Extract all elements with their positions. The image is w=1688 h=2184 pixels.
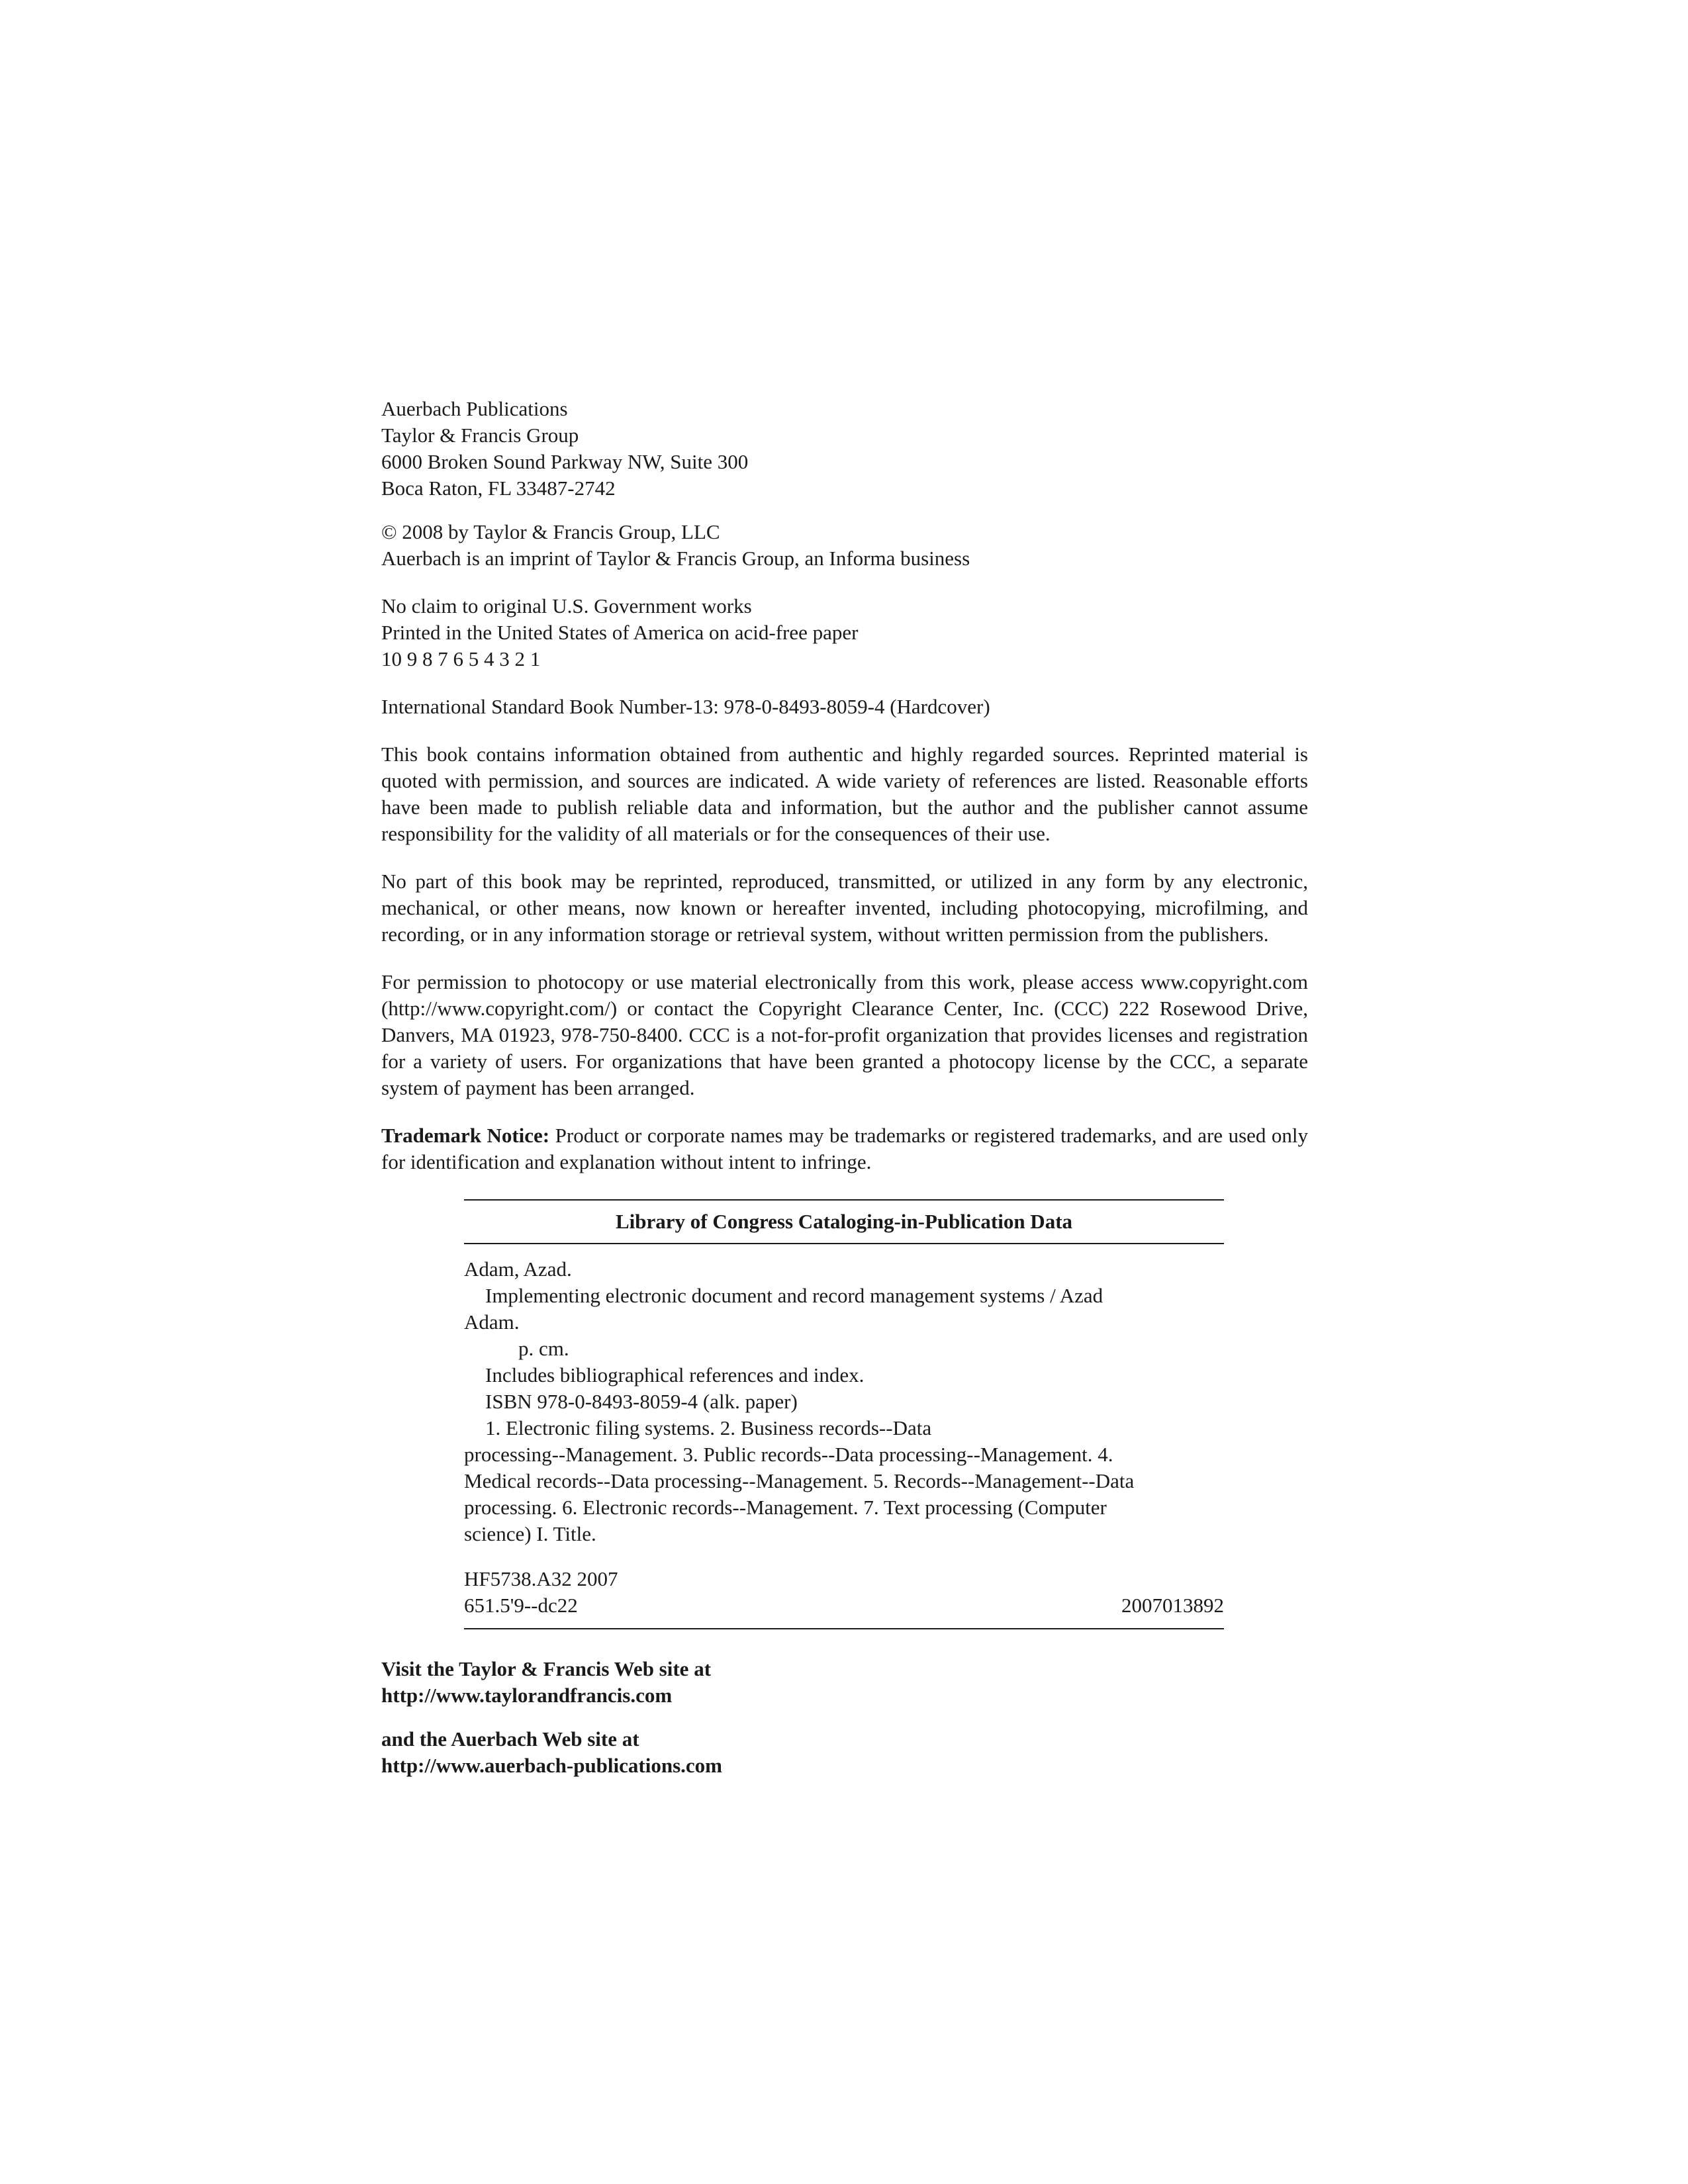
- cip-lccn: 2007013892: [1121, 1594, 1224, 1617]
- cip-bottom-rule: [464, 1628, 1224, 1629]
- cip-subjects-line: Medical records--Data processing--Management. 5. Records--Management--Data: [464, 1469, 1135, 1492]
- copyright-notice: [381, 519, 1308, 572]
- cip-title-line: Adam.: [464, 1310, 520, 1334]
- cip-subjects-line: processing. 6. Electronic records--Management. 7. Text processing (Computer: [464, 1496, 1107, 1519]
- isbn-line: International Standard Book Number-13: 978-0-8493-8059-4 (Hardcover): [381, 695, 990, 718]
- copyright-line: © 2008 by Taylor & Francis Group, LLC: [381, 520, 720, 543]
- cip-author: Adam, Azad.: [464, 1257, 572, 1281]
- printing-info: [381, 593, 1308, 672]
- cip-pcm: p. cm.: [518, 1337, 569, 1360]
- publisher-address: [381, 396, 1308, 502]
- publisher-street: 6000 Broken Sound Parkway NW, Suite 300: [381, 450, 749, 473]
- publisher-group: Taylor & Francis Group: [381, 424, 579, 447]
- trademark-paragraph: [381, 1122, 1308, 1175]
- cip-isbn: ISBN 978-0-8493-8059-4 (alk. paper): [485, 1390, 798, 1413]
- web-sites: [381, 1656, 1308, 1779]
- cip-body: [464, 1244, 1224, 1628]
- permission-paragraph: For permission to photocopy or use material electronically from this work, please access www.copyright.com (http://www.copyright.com/) or contact the Copyright Clearance Center, Inc. (CCC) 222 Rosewood Drive, Danvers, MA 01923, 978-750-8400. CCC is a not-for-profit organization that provides licenses and registration for a variety of users. For organizations that have been granted a photocopy license by the CCC, a separate system of payment has been arranged.: [381, 970, 1308, 1099]
- copyright-page: [381, 396, 1308, 1779]
- tf-web-url: http://www.taylorandfrancis.com: [381, 1684, 673, 1707]
- trademark-text: Product or corporate names may be trademarks or registered trademarks, and are used only for identification and explanation without intent to infringe.: [381, 1124, 1308, 1173]
- printing-number-line: 10 9 8 7 6 5 4 3 2 1: [381, 647, 541, 670]
- cip-call-number: HF5738.A32 2007: [464, 1567, 618, 1590]
- imprint-line: Auerbach is an imprint of Taylor & Francis Group, an Informa business: [381, 547, 970, 570]
- sources-paragraph: This book contains information obtained from authentic and highly regarded sources. Reprinted material is quoted with permission, and sources are indicated. A wide variety of references are listed. Reasonable efforts have been made to publish reliable data and information, but the author and the publisher cannot assume responsibility for the validity of all materials or for the consequences of their use.: [381, 743, 1308, 845]
- cip-classification-row: [464, 1592, 1224, 1619]
- trademark-label: Trademark Notice:: [381, 1124, 550, 1147]
- publisher-city: Boca Raton, FL 33487-2742: [381, 477, 616, 500]
- cip-subjects-line: science) I. Title.: [464, 1522, 596, 1545]
- printed-in-line: Printed in the United States of America on acid-free paper: [381, 621, 859, 644]
- cip-title-line: Implementing electronic document and record management systems / Azad: [485, 1284, 1103, 1307]
- auerbach-web-url: http://www.auerbach-publications.com: [381, 1754, 722, 1777]
- cip-subjects-line: 1. Electronic filing systems. 2. Business records--Data: [485, 1416, 932, 1439]
- reproduction-paragraph: No part of this book may be reprinted, reproduced, transmitted, or utilized in any form by any electronic, mechanical, or other means, now known or hereafter invented, including photocopying, microfilming, and recording, or in any information storage or retrieval system, without written permission from the publishers.: [381, 870, 1308, 946]
- cip-subjects-line: processing--Management. 3. Public records--Data processing--Management. 4.: [464, 1443, 1113, 1466]
- cip-heading: Library of Congress Cataloging-in-Publication Data: [615, 1210, 1073, 1233]
- cip-dewey: 651.5'9--dc22: [464, 1594, 578, 1617]
- cip-data-block: [464, 1199, 1224, 1629]
- government-works-line: No claim to original U.S. Government works: [381, 594, 752, 617]
- tf-web-label: Visit the Taylor & Francis Web site at: [381, 1657, 712, 1680]
- auerbach-web-label: and the Auerbach Web site at: [381, 1727, 639, 1751]
- cip-includes: Includes bibliographical references and index.: [485, 1363, 865, 1387]
- publisher-name: Auerbach Publications: [381, 397, 568, 420]
